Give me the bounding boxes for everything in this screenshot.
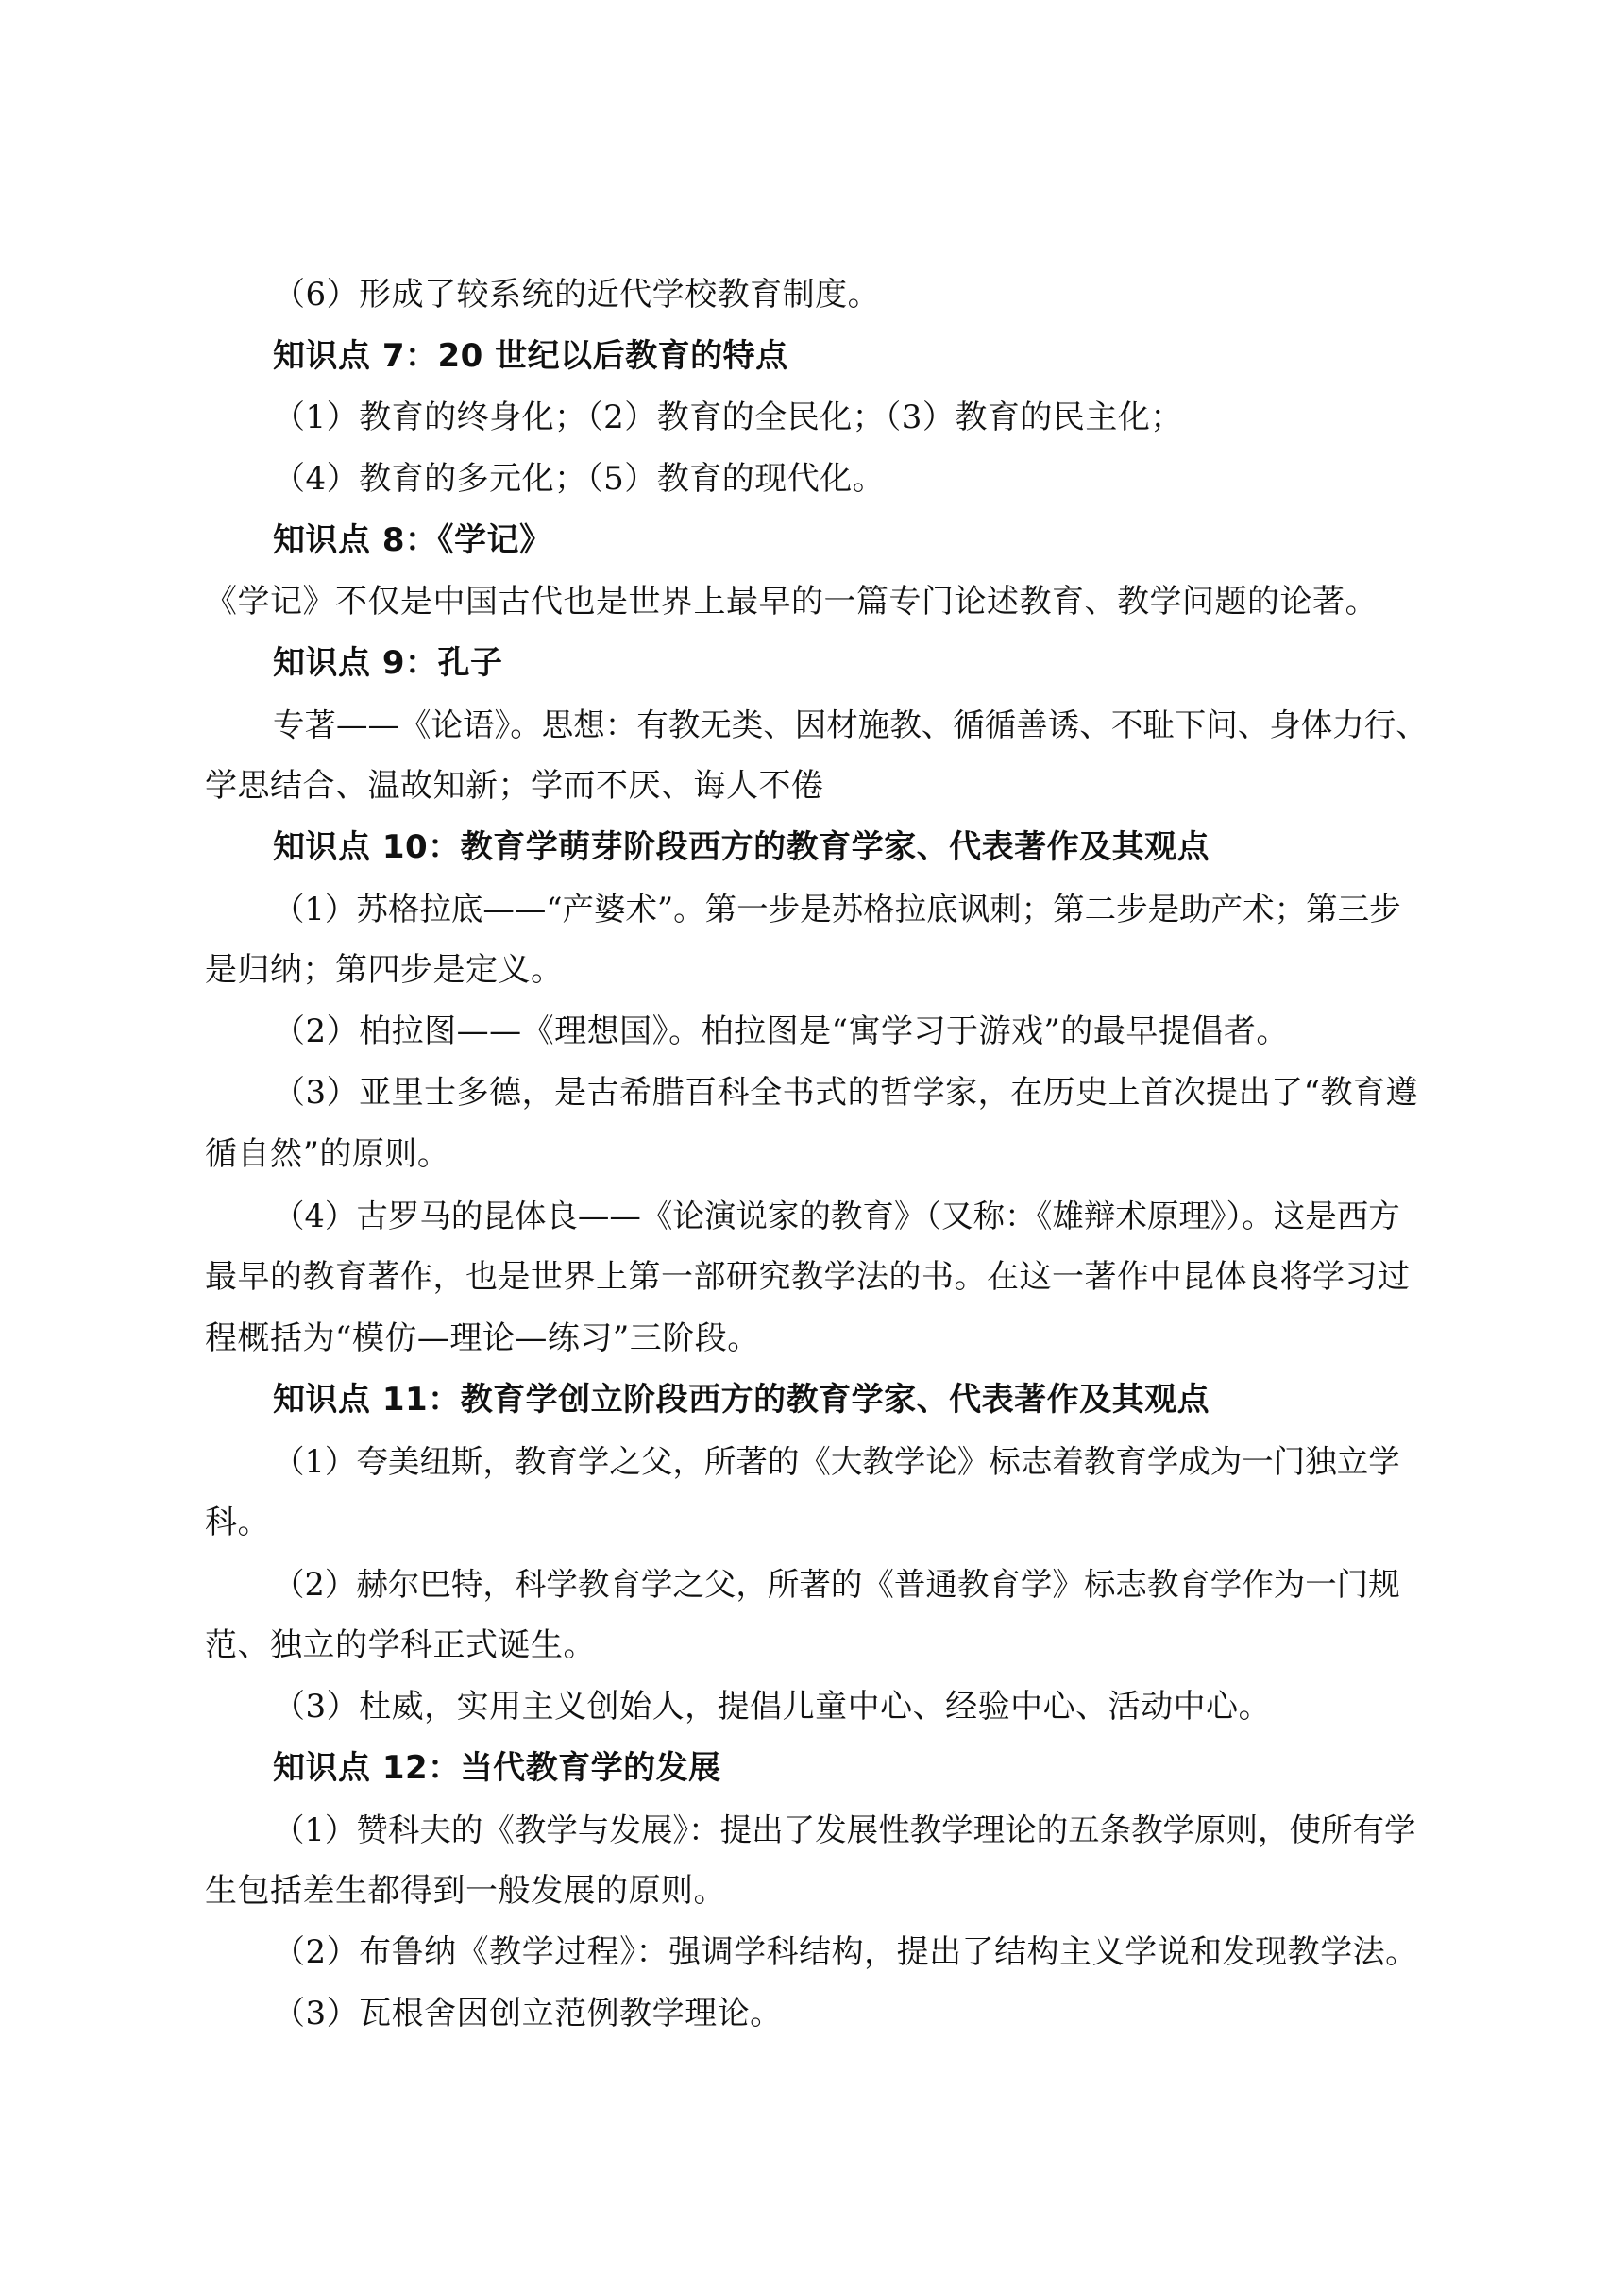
section-heading: 知识点 12：当代教育学的发展 <box>273 1749 721 1787</box>
paragraph-line: 专著——《论语》。思想：有教无类、因材施教、循循善诱、不耻下问、身体力行、 <box>273 706 1428 743</box>
list-item-continuation: 科。 <box>205 1504 270 1541</box>
list-item: （3）亚里士多德，是古希腊百科全书式的哲学家，在历史上首次提出了“教育遵 <box>273 1074 1419 1112</box>
section-heading: 知识点 10：教育学萌芽阶段西方的教育学家、代表著作及其观点 <box>273 828 1210 866</box>
list-item: （4）古罗马的昆体良——《论演说家的教育》（又称：《雄辩术原理》）。这是西方 <box>273 1198 1400 1234</box>
list-item: （2）柏拉图——《理想国》。柏拉图是“寓学习于游戏”的最早提倡者。 <box>273 1012 1289 1050</box>
list-item: （3）瓦根舍因创立范例教学理论。 <box>273 1995 783 2032</box>
list-item-continuation: 是归纳；第四步是定义。 <box>205 951 564 989</box>
list-item: （1）苏格拉底——“产婆术”。第一步是苏格拉底讽刺；第二步是助产术；第三步 <box>273 891 1401 927</box>
paragraph-line: 《学记》不仅是中国古代也是世界上最早的一篇专门论述教育、教学问题的论著。 <box>205 583 1378 620</box>
list-item: （1）赞科夫的《教学与发展》：提出了发展性教学理论的五条教学原则，使所有学 <box>273 1811 1416 1848</box>
section-heading: 知识点 7：20 世纪以后教育的特点 <box>273 337 788 375</box>
list-item: （6）形成了较系统的近代学校教育制度。 <box>273 276 881 314</box>
list-item-continuation: 生包括差生都得到一般发展的原则。 <box>205 1872 726 1910</box>
list-item-continuation: 程概括为“模仿—理论—练习”三阶段。 <box>205 1319 760 1357</box>
list-item: （3）杜威，实用主义创始人，提倡儿童中心、经验中心、活动中心。 <box>273 1688 1272 1726</box>
list-item-continuation: 循自然”的原则。 <box>205 1135 450 1173</box>
paragraph-line: 学思结合、温故知新；学而不厌、诲人不倦 <box>205 767 824 805</box>
document-page <box>205 264 1432 2045</box>
list-item-continuation: 最早的教育著作，也是世界上第一部研究教学法的书。在这一著作中昆体良将学习过 <box>205 1258 1411 1296</box>
list-item: （1）夸美纽斯，教育学之父，所著的《大教学论》标志着教育学成为一门独立学 <box>273 1443 1400 1480</box>
section-heading: 知识点 11：教育学创立阶段西方的教育学家、代表著作及其观点 <box>273 1381 1210 1419</box>
list-item-continuation: 范、独立的学科正式诞生。 <box>205 1626 596 1664</box>
list-item: （2）布鲁纳《教学过程》：强调学科结构，提出了结构主义学说和发现教学法。 <box>273 1933 1418 1971</box>
list-item: （1）教育的终身化；（2）教育的全民化；（3）教育的民主化； <box>273 399 1183 436</box>
section-heading: 知识点 8：《学记》 <box>273 521 552 559</box>
list-item: （4）教育的多元化；（5）教育的现代化。 <box>273 460 886 498</box>
list-item: （2）赫尔巴特，科学教育学之父，所著的《普通教育学》标志教育学作为一门规 <box>273 1566 1400 1603</box>
section-heading: 知识点 9：孔子 <box>273 644 503 682</box>
